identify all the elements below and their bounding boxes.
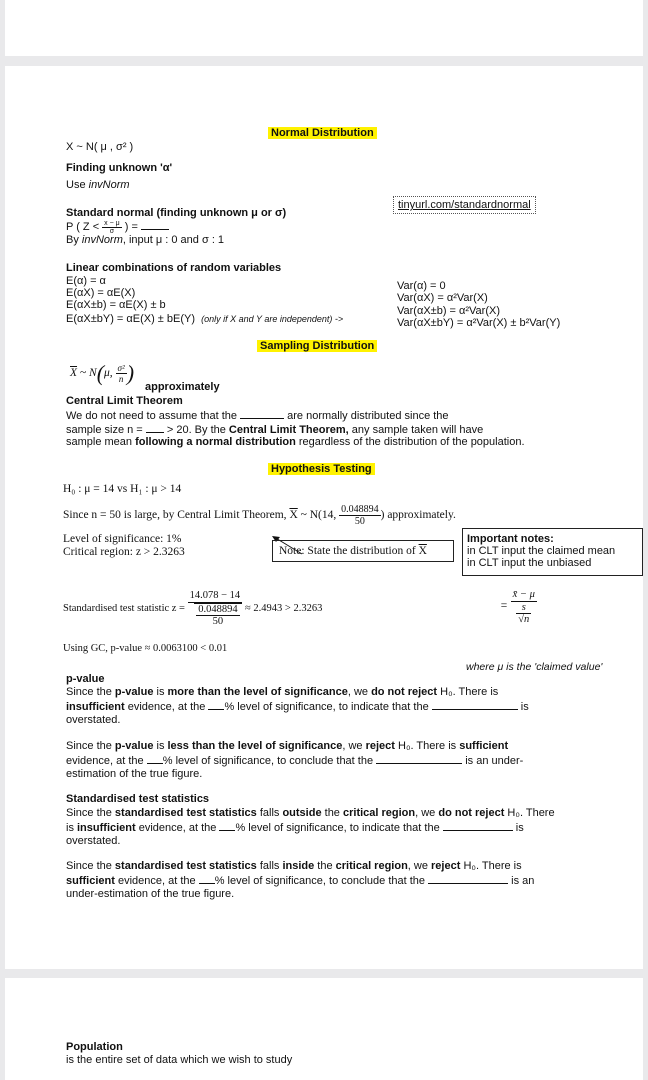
sampling-distribution-formula: $\overline{X}$ ~ N(μ, $\frac{\text{σ²}}{n}$ ): [70, 360, 135, 386]
expectation-3: E(αX±b) = αE(X) ± b: [66, 299, 166, 311]
variance-3: Var(αX±b) = α²Var(X): [397, 305, 501, 317]
important-note-2: in CLT input the unbiased: [467, 557, 592, 569]
p-value-line: Using GC, p-value ≈ 0.0063100 < 0.01: [63, 643, 228, 654]
section-title-hypothesis: Hypothesis Testing: [268, 463, 375, 475]
section-title-sampling: Sampling Distribution: [257, 340, 377, 352]
variance-4: Var(αX±bY) = α²Var(X) ± b²Var(Y): [397, 317, 561, 329]
finding-alpha-heading: Finding unknown 'α': [66, 162, 173, 174]
pz-expression: P ( Z < $\frac{x - \mu}{\sigma}$ ) =: [66, 219, 169, 235]
clt-statement: Since n = 50 is large, by Central Limit Theorem, $\overline{X}$ ~ N(14, $\frac{0.048894}{50}$ ) approximately.: [63, 503, 456, 527]
test-statistics-heading: Standardised test statistics: [66, 793, 210, 805]
use-invnorm: Use invNorm: [66, 179, 130, 191]
important-notes-box: [462, 528, 643, 576]
standardised-test-statistic: Standardised test statistic z = $\frac{14.078 - 14}{\frac{0.048894}{50}}$ ≈ 2.4943 > 2.3263: [63, 590, 323, 627]
critical-region: Critical region: z > 2.3263: [63, 546, 185, 558]
hypotheses: H₀ : μ = 14 vs H₁ : μ > 14: [63, 483, 182, 495]
clt-line-1: We do not need to assume that the are normally distributed since the: [66, 410, 449, 422]
expectation-2: E(αX) = αE(X): [66, 287, 136, 299]
x-distribution: X ~ N( μ , σ² ): [66, 141, 134, 153]
section-title-normal: Normal Distribution: [268, 127, 377, 139]
population-heading: Population: [66, 1041, 123, 1053]
important-note-1: in CLT input the claimed mean: [467, 545, 616, 557]
approximately-label: approximately: [145, 381, 220, 393]
test-statistics-paragraph-2: Since the standardised test statistics falls inside the critical region, we reject H₀. There is sufficient evidence, at the % level of significance, to conclude that the is an under-estimation of the true figure.: [66, 860, 535, 900]
standard-normal-heading: Standard normal (finding unknown μ or σ): [66, 207, 287, 219]
p-value-paragraph-2: Since the p-value is less than the level of significance, we reject H₀. There is sufficient evidence, at the % level of significance, to conclude that the is an under-estimation of the true figure.: [66, 740, 524, 780]
significance-level: Level of significance: 1%: [63, 533, 182, 545]
invnorm-input: By invNorm, input μ : 0 and σ : 1: [66, 234, 225, 246]
previous-page: [5, 0, 643, 56]
p-value-paragraph-1: Since the p-value is more than the level of significance, we do not reject H₀. There is insufficient evidence, at the % level of significance, to indicate that the is overstated.: [66, 686, 529, 726]
variance-1: Var(α) = 0: [397, 280, 446, 292]
important-notes-title: Important notes:: [467, 533, 554, 545]
p-value-heading: p-value: [66, 673, 105, 685]
expectation-1: E(α) = α: [66, 275, 106, 287]
population-definition: is the entire set of data which we wish to study: [66, 1054, 293, 1066]
clt-line-3: sample mean following a normal distribution regardless of the distribution of the population.: [66, 436, 525, 448]
linear-combinations-heading: Linear combinations of random variables: [66, 262, 282, 274]
test-statistics-paragraph-1: Since the standardised test statistics falls outside the critical region, we do not reject H₀. There is insufficient evidence, at the % level of significance, to indicate that the is overstated.: [66, 807, 555, 847]
z-formula: = $\frac{x̄ - \mu}{\frac{s}{√n}}$: [500, 589, 535, 625]
expectation-4: E(αX±bY) = αE(X) ± bE(Y) (only if X and Y are independent) ->: [66, 313, 344, 325]
claimed-value-note: where μ is the 'claimed value': [466, 661, 603, 673]
distribution-note: Note: State the distribution of $\overline{X}$: [272, 540, 454, 562]
clt-heading: Central Limit Theorem: [66, 395, 183, 407]
standard-normal-link[interactable]: tinyurl.com/standardnormal: [393, 196, 536, 214]
clt-line-2: sample size n = > 20. By the Central Limit Theorem, any sample taken will have: [66, 424, 484, 436]
variance-2: Var(αX) = α²Var(X): [397, 292, 488, 304]
